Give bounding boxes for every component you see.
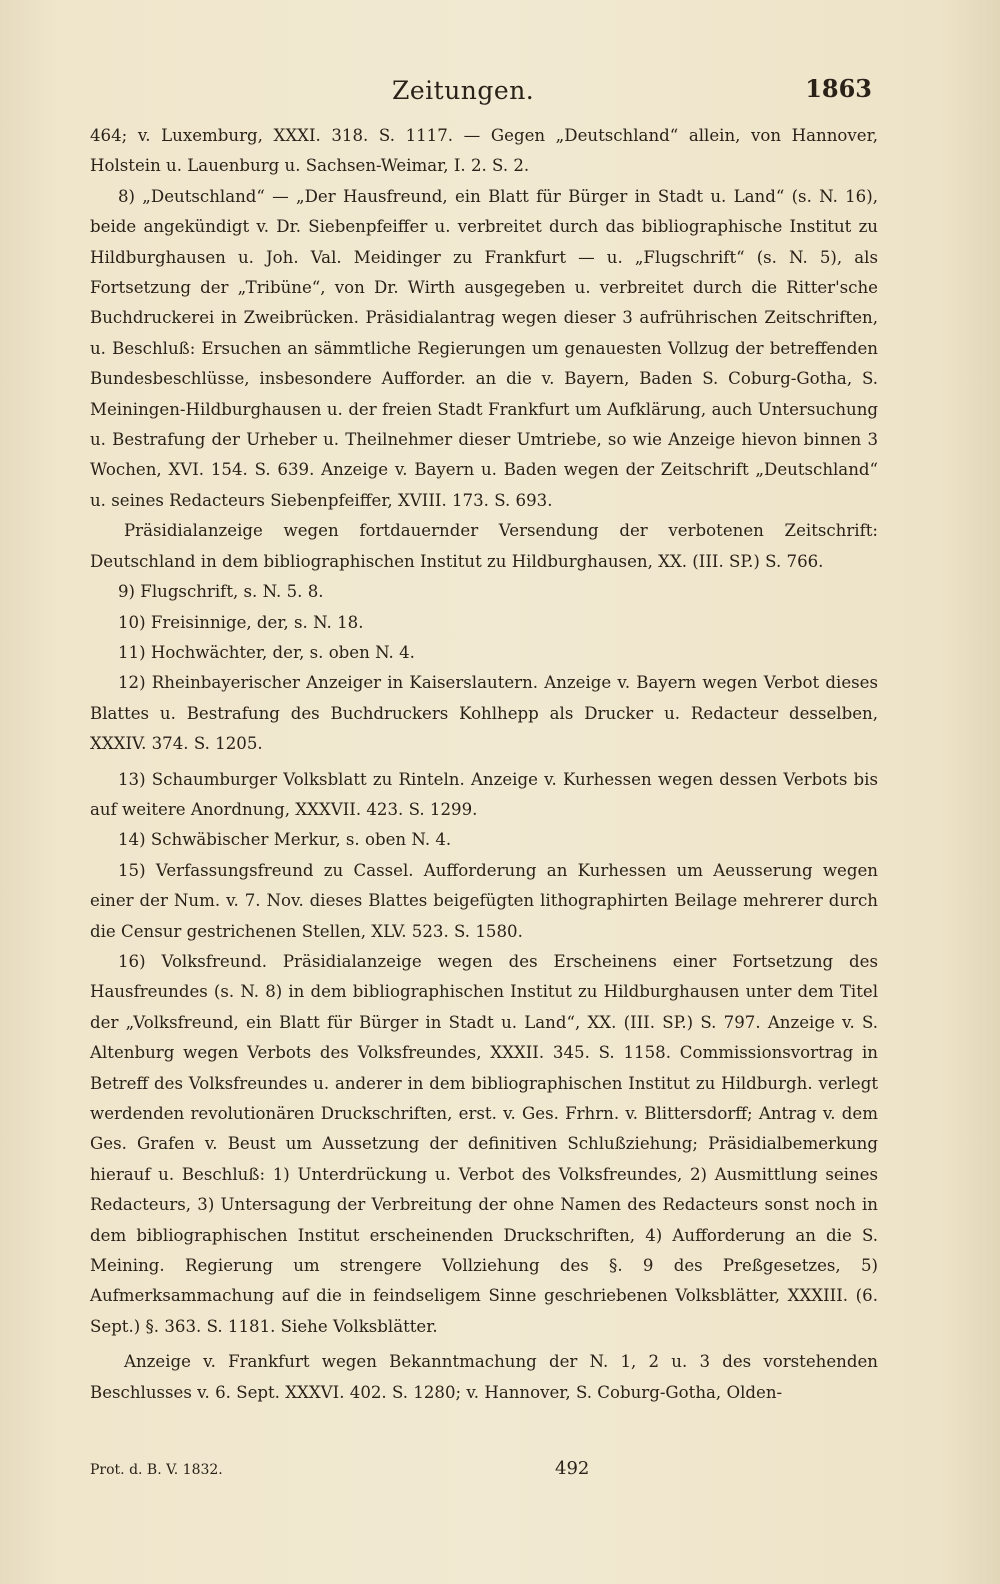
page-title: Zeitungen. — [392, 76, 535, 105]
page-number: 1863 — [805, 74, 872, 103]
entry-9: 9) Flugschrift, s. N. 5. 8. — [118, 582, 324, 602]
page-footer — [90, 1458, 878, 1488]
entry-14: 14) Schwäbischer Merkur, s. oben N. 4. — [118, 830, 452, 850]
entry-8: 8) „Deutschland“ — „Der Hausfreund, ein Blatt für Bürger in Stadt u. Land“ (s. N. 16), beide angekündigt v. Dr. Siebenpfeiffer u. verbreitet durch das bibliographische Institut zu Hildburghausen u. Joh. Val. Meidinger zu Frankfurt — u. „Flugschrift“ (s. N. 5), als Fortsetzung der „Tribüne“, von Dr. Wirth ausgegeben u. verbreitet durch die Ritter'sche Buchdruckerei in Zweibrücken. Präsidialantrag wegen dieser 3 aufrührischen Zeitschriften, u. Beschluß: Ersuchen an sämmtliche Regierungen um genauesten Vollzug der betreffenden Bundesbeschlüsse, insbesondere Aufforder. an die v. Bayern, Baden S. Coburg-Gotha, S. Meiningen-Hildburghausen u. der freien Stadt Frankfurt um Aufklärung, auch Untersuchung u. Bestrafung der Urheber u. Theilnehmer dieser Umtriebe, so wie Anzeige hievon binnen 3 Wochen, XVI. 154. S. 639. Anzeige v. Bayern u. Baden wegen der Zeitschrift „Deutschland“ u. seines Redacteurs Siebenpfeiffer, XVIII. 173. S. 693. — [90, 186, 878, 510]
signature-mark: 492 — [555, 1458, 590, 1479]
body-text — [90, 121, 878, 1408]
footer-source-note: Prot. d. B. V. 1832. — [90, 1462, 223, 1478]
entry-13: 13) Schaumburger Volksblatt zu Rinteln. Anzeige v. Kurhessen wegen dessen Verbots bis auf weitere Anordnung, XXXVII. 423. S. 1299. — [90, 769, 878, 819]
entry-15: 15) Verfassungsfreund zu Cassel. Aufforderung an Kurhessen um Aeusserung wegen einer der Num. v. 7. Nov. dieses Blattes beigefügten lithographirten Beilage mehrerer durch die Censur gestrichenen Stellen, XLV. 523. S. 1580. — [90, 860, 878, 941]
entry-12: 12) Rheinbayerischer Anzeiger in Kaiserslautern. Anzeige v. Bayern wegen Verbot dieses Blattes u. Bestrafung des Buchdruckers Kohlhepp als Drucker u. Redacteur desselben, XXXIV. 374. S. 1205. — [90, 673, 878, 754]
page-header — [0, 72, 1000, 112]
entry-11: 11) Hochwächter, der, s. oben N. 4. — [118, 642, 415, 662]
entry-10: 10) Freisinnige, der, s. N. 18. — [118, 612, 364, 632]
entry-8-addendum: Präsidialanzeige wegen fortdauernder Versendung der verbotenen Zeitschrift: Deutschland in dem bibliographischen Institut zu Hildburghausen, XX. (III. SP.) S. 766. — [90, 521, 878, 571]
paragraph-continuation: 464; v. Luxemburg, XXXI. 318. S. 1117. — Gegen „Deutschland“ allein, von Hannover, Holstein u. Lauenburg u. Sachsen-Weimar, I. 2. S. 2. — [90, 126, 878, 176]
entry-16: 16) Volksfreund. Präsidialanzeige wegen des Erscheinens einer Fortsetzung des Hausfreundes (s. N. 8) in dem bibliographischen Institut zu Hildburghausen unter dem Titel der „Volksfreund, ein Blatt für Bürger in Stadt u. Land“, XX. (III. SP.) S. 797. Anzeige v. S. Altenburg wegen Verbots des Volksfreundes, XXXII. 345. S. 1158. Commissionsvortrag in Betreff des Volksfreundes u. anderer in dem bibliographischen Institut zu Hildburgh. verlegt werdenden revolutionären Druckschriften, erst. v. Ges. Frhrn. v. Blittersdorff; Antrag v. dem Ges. Grafen v. Beust um Aussetzung der definitiven Schlußziehung; Präsidialbemerkung hierauf u. Beschluß: 1) Unterdrückung u. Verbot des Volksfreundes, 2) Ausmittlung seines Redacteurs, 3) Untersagung der Verbreitung der ohne Namen des Redacteurs sonst noch in dem bibliographischen Institut erscheinenden Druckschriften, 4) Aufforderung an die S. Meining. Regierung um strengere Vollziehung des §. 9 des Preßgesetzes, 5) Aufmerksammachung auf die in feindseligem Sinne geschriebenen Volksblätter, XXXIII. (6. Sept.) §. 363. S. 1181. Siehe Volksblätter. — [90, 951, 878, 1336]
entry-16-addendum: Anzeige v. Frankfurt wegen Bekanntmachung der N. 1, 2 u. 3 des vorstehenden Beschlusses v. 6. Sept. XXXVI. 402. S. 1280; v. Hannover, S. Coburg-Gotha, Olden- — [90, 1352, 878, 1402]
